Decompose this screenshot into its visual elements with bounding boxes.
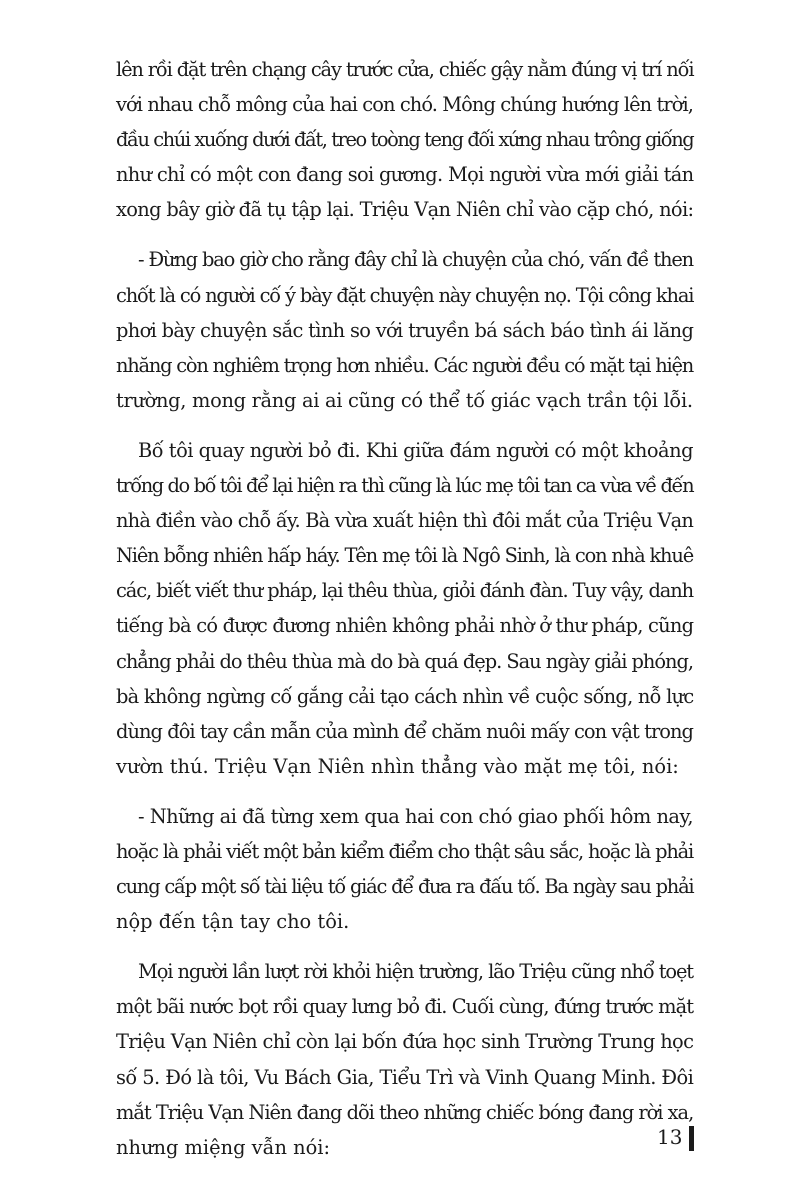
text-line: xong bây giờ đã tụ tập lại. Triệu Vạn Niên chỉ vào cặp chó, nói:: [116, 198, 694, 222]
text-line: - Đừng bao giờ cho rằng đây chỉ là chuyện của chó, vấn đề then: [138, 248, 693, 272]
text-line: nhăng còn nghiêm trọng hơn nhiều. Các người đều có mặt tại hiện: [116, 353, 693, 377]
text-line: tiếng bà có được đương nhiên không phải nhờ ở thư pháp, cũng: [116, 614, 694, 638]
text-line: chẳng phải do thêu thùa mà do bà quá đẹp. Sau ngày giải phóng,: [116, 649, 693, 673]
text-line: hoặc là phải viết một bản kiểm điểm cho thật sâu sắc, hoặc là phải: [116, 839, 693, 863]
text-line: nhưng miệng vẫn nói:: [116, 1135, 331, 1159]
text-line: cung cấp một số tài liệu tố giác để đưa ra đấu tố. Ba ngày sau phải: [116, 875, 694, 899]
text-line: số 5. Đó là tôi, Vu Bách Gia, Tiểu Trì và Vinh Quang Minh. Đôi: [116, 1065, 694, 1089]
text-line: các, biết viết thư pháp, lại thêu thùa, giỏi đánh đàn. Tuy vậy, danh: [116, 579, 693, 603]
text-line: lên rồi đặt trên chạng cây trước cửa, chiếc gậy nằm đúng vị trí nối: [116, 58, 694, 81]
paragraph-continuation: [116, 52, 693, 227]
text-line: trống do bố tôi để lại hiện ra thì cũng là lúc mẹ tôi tan ca vừa về đến: [116, 474, 694, 498]
text-line: nhà điền vào chỗ ấy. Bà vừa xuất hiện thì đôi mắt của Triệu Vạn: [116, 509, 694, 533]
text-line: Niên bỗng nhiên hấp háy. Tên mẹ tôi là Ngô Sinh, là con nhà khuê: [116, 544, 693, 568]
paragraph-narrative: [116, 954, 693, 1165]
text-line: như chỉ có một con đang soi gương. Mọi người vừa mới giải tán: [116, 163, 694, 187]
text-line: - Những ai đã từng xem qua hai con chó giao phối hôm nay,: [138, 804, 693, 828]
text-line: dùng đôi tay cần mẫn của mình để chăm nuôi mấy con vật trong: [116, 719, 693, 743]
text-line: Mọi người lần lượt rời khỏi hiện trường, lão Triệu cũng nhổ toẹt: [138, 960, 693, 984]
page-body-text: [116, 52, 693, 1180]
text-line: đầu chúi xuống dưới đất, treo toòng teng đối xứng nhau trông giống: [116, 128, 694, 152]
text-line: phơi bày chuyện sắc tình so với truyền bá sách báo tình ái lăng: [116, 318, 694, 342]
text-line: mắt Triệu Vạn Niên đang dõi theo những chiếc bóng đang rời xa,: [116, 1100, 694, 1124]
text-line: Bố tôi quay người bỏ đi. Khi giữa đám người có một khoảng: [138, 438, 693, 462]
text-line: một bãi nước bọt rồi quay lưng bỏ đi. Cuối cùng, đứng trước mặt: [116, 995, 694, 1019]
paragraph-dialog: [116, 242, 693, 417]
page-number: 13: [657, 1125, 683, 1149]
paragraph-narrative: [116, 433, 693, 784]
paragraph-dialog: [116, 799, 693, 939]
text-line: Triệu Vạn Niên chỉ còn lại bốn đứa học sinh Trường Trung học: [116, 1030, 694, 1054]
page-number-bar: [689, 1126, 694, 1151]
text-line: nộp đến tận tay cho tôi.: [116, 910, 350, 934]
text-line: vườn thú. Triệu Vạn Niên nhìn thẳng vào mặt mẹ tôi, nói:: [116, 754, 679, 778]
text-line: chốt là có người cố ý bày đặt chuyện này chuyện nọ. Tội công khai: [116, 283, 694, 307]
text-line: bà không ngừng cố gắng cải tạo cách nhìn về cuộc sống, nỗ lực: [116, 684, 694, 708]
text-line: trường, mong rằng ai ai cũng có thể tố giác vạch trần tội lỗi.: [116, 388, 693, 412]
text-line: với nhau chỗ mông của hai con chó. Mông chúng hướng lên trời,: [116, 93, 694, 117]
